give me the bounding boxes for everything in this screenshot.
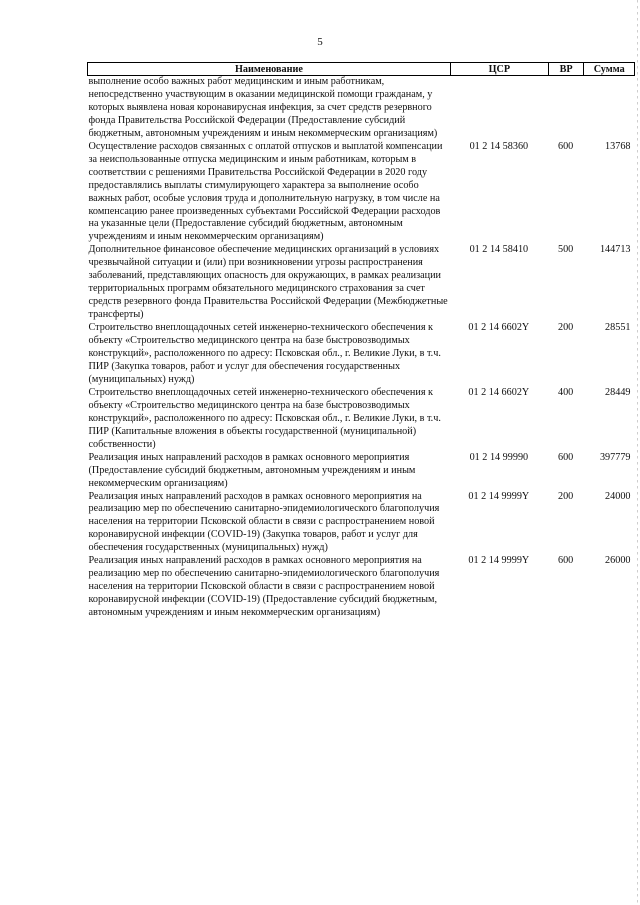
budget-table: [87, 62, 635, 620]
row-name: Строительство внеплощадочных сетей инженерно-технического обеспечения к объекту «Строительство медицинского центра на базе быстровозводимых конструкций», расположенного по адресу: Псковская обл., г. Великие Луки, в т.ч. ПИР (Капитальные вложения в объекты государственной (муниципальной) собственности): [88, 386, 441, 450]
table-header-row: [88, 63, 635, 76]
table-row: [88, 452, 635, 491]
table-row: [88, 491, 635, 556]
row-name: Дополнительное финансовое обеспечение медицинских организаций в условиях чрезвычайной ситуации и (или) при возникновении угрозы распространения заболеваний, представляющих опасность для окружающих, в рамках реализации территориальных программ обязательного медицинского страхования за счет средств резервного фонда Правительства Российской Федерации (Межбюджетные трансферты): [88, 244, 448, 321]
header-vr: ВР: [548, 63, 584, 76]
row-csr: 01 2 14 58410: [469, 244, 529, 256]
row-name: Осуществление расходов связанных с оплатой отпусков и выплатой компенсации за неиспользованные отпуска медицинским и иным работникам, которым в соответствии с решениями Правительства Российской Федерации в 2020 году предоставлялись выплаты стимулирующего характера за выполнение особо важных работ, особые условия труда и дополнительную нагрузку, в том числе на компенсацию ранее произведенных субъектами Российской Федерации расходов на указанные цели (Предоставление субсидий бюджетным, автономным учреждениям и иным некоммерческим организациям): [88, 140, 443, 243]
row-sum: 28551: [605, 322, 631, 334]
row-sum: 28449: [605, 386, 631, 398]
row-sum: 24000: [605, 490, 631, 502]
header-name: Наименование: [88, 63, 451, 76]
row-sum: [584, 76, 635, 141]
row-vr: 600: [557, 555, 574, 567]
scan-edge-marks: [637, 0, 638, 905]
row-vr: 500: [557, 244, 574, 256]
table-row: [88, 387, 635, 452]
row-sum: 26000: [605, 555, 631, 567]
header-csr: ЦСР: [450, 63, 548, 76]
row-sum: 144713: [599, 244, 631, 256]
header-sum: Сумма: [584, 63, 635, 76]
table-row: [88, 141, 635, 245]
table-row: [88, 244, 635, 322]
row-name: выполнение особо важных работ медицинским и иным работникам, непосредственно участвующим в оказании медицинской помощи гражданам, у которых выявлена новая коронавирусная инфекция, за счет средств резервного фонда Правительства Российской Федерации (Предоставление субсидий бюджетным, автономным учреждениям и иным некоммерческим организациям): [88, 76, 438, 139]
table-row: [88, 76, 635, 141]
row-vr: 600: [557, 140, 574, 152]
table-row: [88, 322, 635, 387]
row-sum: 13768: [605, 140, 631, 152]
row-name: Реализация иных направлений расходов в рамках основного мероприятия (Предоставление субсидий бюджетным, автономным учреждениям и иным некоммерческим организациям): [88, 451, 416, 489]
row-vr: [548, 76, 584, 141]
row-csr: [450, 76, 548, 141]
row-csr: 01 2 14 9999Y: [468, 555, 530, 567]
row-vr: 200: [557, 490, 574, 502]
row-csr: 01 2 14 6602Y: [468, 322, 530, 334]
row-csr: 01 2 14 6602Y: [468, 386, 530, 398]
row-csr: 01 2 14 58360: [469, 140, 529, 152]
table-row: [88, 555, 635, 620]
row-csr: 01 2 14 9999Y: [468, 490, 530, 502]
row-sum: 397779: [599, 451, 631, 463]
row-csr: 01 2 14 99990: [469, 451, 529, 463]
row-name: Строительство внеплощадочных сетей инженерно-технического обеспечения к объекту «Строительство медицинского центра на базе быстровозводимых конструкций», расположенного по адресу: Псковская обл., г. Великие Луки, в т.ч. ПИР (Закупка товаров, работ и услуг для обеспечения государственных (муниципальных) нужд): [88, 322, 441, 385]
row-name: Реализация иных направлений расходов в рамках основного мероприятия на реализацию мер по обеспечению санитарно-эпидемиологического благополучия населения на территории Псковской области в связи с распространением новой коронавирусной инфекции (COVID-19) (Закупка товаров, работ и услуг для обеспечения государственных (муниципальных) нужд): [88, 490, 440, 554]
row-vr: 400: [557, 386, 574, 398]
page-number: 5: [317, 36, 323, 48]
row-vr: 200: [557, 322, 574, 334]
row-vr: 600: [557, 451, 574, 463]
row-name: Реализация иных направлений расходов в рамках основного мероприятия на реализацию мер по обеспечению санитарно-эпидемиологического благополучия населения на территории Псковской области в связи с распространением новой коронавирусной инфекции (COVID-19) (Предоставление субсидий бюджетным, автономным учреждениям и иным некоммерческим организациям): [88, 555, 440, 619]
